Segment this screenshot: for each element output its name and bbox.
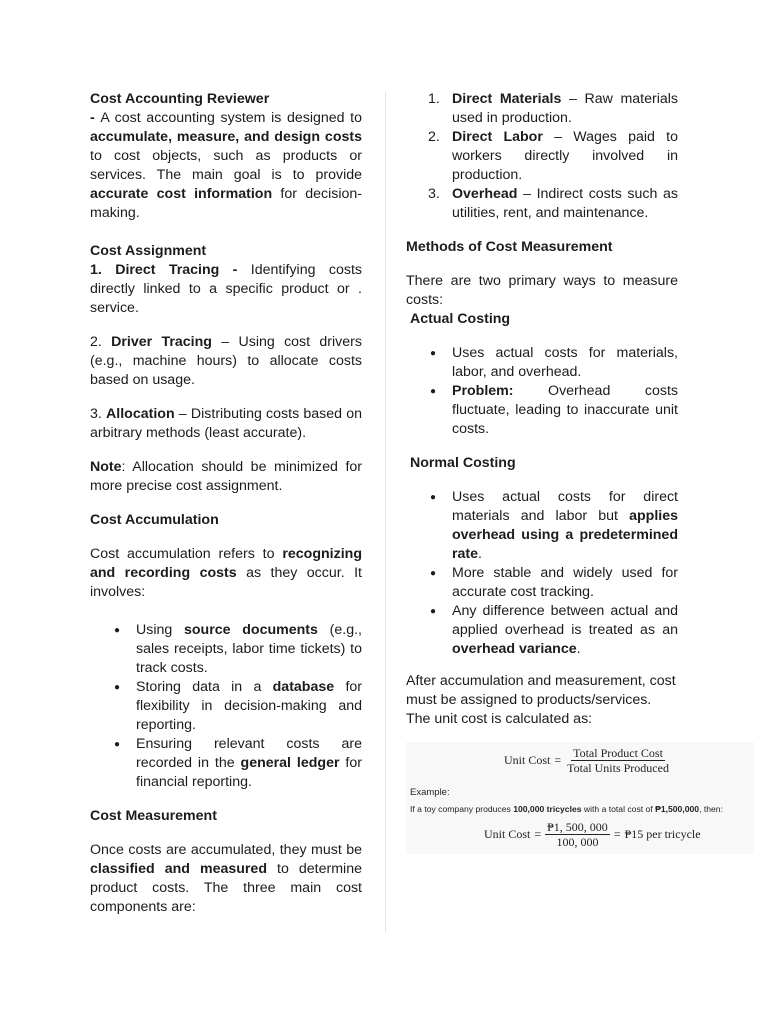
cost-accumulation-paragraph: Cost accumulation refers to recognizing and recording costs as they occur. It involves: (90, 546, 362, 600)
list-item: ● More stable and widely used for accurate cost tracking. (452, 564, 678, 602)
list-item: ● Using source documents (e.g., sales receipts, labor time tickets) to track costs. (136, 621, 362, 678)
unit-cost-formula: Unit Cost = $\frac{\text{Total Product Cost}}{\text{Total Units Produced}}$ (504, 746, 669, 775)
accumulation-list (90, 621, 362, 792)
list-item: ● Uses actual costs for direct materials and labor but applies overhead using a predetermined rate. (452, 488, 678, 564)
intro-paragraph: - A cost accounting system is designed to accumulate, measure, and design costs to cost objects, such as products or services. The main goal is to provide accurate cost information for decision-making. (90, 110, 363, 221)
column-divider (385, 92, 386, 932)
example-label: Example: (410, 787, 450, 798)
allocation-item: 3. Allocation – Distributing costs based on arbitrary methods (least accurate). (90, 406, 362, 441)
list-item: 1. Direct Materials – Raw materials used in production. (428, 91, 678, 126)
list-item: ● Ensuring relevant costs are recorded in the general ledger for financial reporting. (136, 735, 362, 792)
list-item: ● Uses actual costs for materials, labor, and overhead. (452, 344, 678, 382)
unit-cost-formula-image (406, 742, 754, 854)
methods-intro: There are two primary ways to measure costs: (406, 273, 678, 308)
left-column (90, 90, 362, 917)
cost-assignment-heading: Cost Assignment (90, 243, 207, 259)
list-item: ● Problem: Overhead costs fluctuate, leading to inaccurate unit costs. (452, 382, 678, 439)
normal-costing-list (406, 488, 678, 659)
cost-accumulation-heading: Cost Accumulation (90, 512, 219, 528)
cost-measurement-heading: Cost Measurement (90, 808, 217, 824)
cost-measurement-paragraph: Once costs are accumulated, they must be classified and measured to determine product costs. The three main cost components are: (90, 842, 362, 915)
actual-costing-list (406, 344, 678, 439)
list-item: 2. Direct Labor – Wages paid to workers directly involved in production. (428, 129, 678, 183)
list-item: ● Storing data in a database for flexibility in decision-making and reporting. (136, 678, 362, 735)
cost-components-list (406, 90, 678, 223)
list-item: ● Any difference between actual and applied overhead is treated as an overhead variance. (452, 602, 678, 659)
document-title: Cost Accounting Reviewer (90, 91, 270, 107)
example-text: If a toy company produces 100,000 tricycles with a total cost of ₱1,500,000, then: (410, 804, 723, 814)
example-formula: Unit Cost = $\frac{₱1, 500, 000}{100, 000}$ = ₱15 per tricycle (484, 820, 701, 849)
list-item: 3. Overhead – Indirect costs such as utilities, rent, and maintenance. (428, 186, 678, 221)
direct-tracing-item: 1. Direct Tracing - Identifying costs directly linked to a specific product or . service. (90, 262, 362, 316)
driver-tracing-item: 2. Driver Tracing – Using cost drivers (e.g., machine hours) to allocate costs based on usage. (90, 334, 362, 388)
normal-costing-heading: Normal Costing (410, 455, 516, 471)
closing-paragraph: After accumulation and measurement, cost must be assigned to products/services. The unit cost is calculated as: (406, 673, 676, 727)
formula-fraction: $\frac{\text{Total Product Cost}}{\text{Total Units Produced}}$ (567, 746, 669, 775)
actual-costing-heading: Actual Costing (410, 311, 511, 327)
right-column (406, 90, 678, 659)
allocation-note: Note: Allocation should be minimized for more precise cost assignment. (90, 459, 362, 494)
example-fraction: $\frac{₱1, 500, 000}{100, 000}$ (547, 820, 608, 849)
methods-heading: Methods of Cost Measurement (406, 239, 613, 255)
